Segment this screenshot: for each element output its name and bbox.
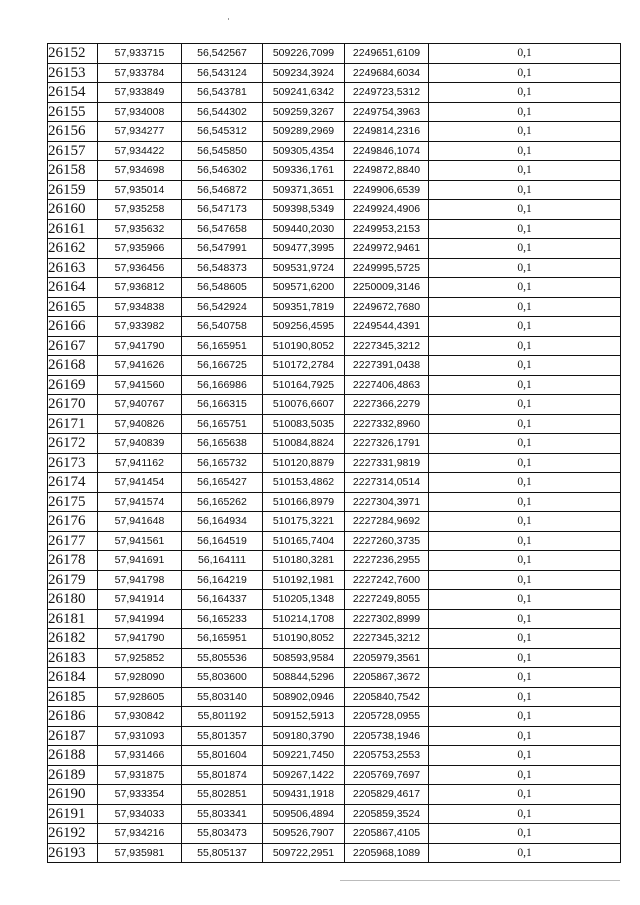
- latitude-cell: 57,935966: [98, 239, 182, 259]
- y-coordinate-cell: 2249995,5725: [345, 258, 429, 278]
- table-row: [48, 414, 621, 434]
- longitude-cell: 56,165262: [182, 492, 263, 512]
- point-number: 26153: [48, 63, 98, 83]
- y-coordinate-cell: 2249846,1074: [345, 141, 429, 161]
- x-coordinate-cell: 510190,8052: [263, 336, 345, 356]
- x-coordinate-cell: 510120,8879: [263, 453, 345, 473]
- longitude-cell: 56,165951: [182, 336, 263, 356]
- accuracy-cell: 0,1: [429, 317, 621, 337]
- y-coordinate-cell: 2205738,1946: [345, 726, 429, 746]
- x-coordinate-cell: 509431,1918: [263, 785, 345, 805]
- accuracy-cell: 0,1: [429, 609, 621, 629]
- y-coordinate-cell: 2205859,3524: [345, 804, 429, 824]
- table-row: [48, 44, 621, 64]
- latitude-cell: 57,936456: [98, 258, 182, 278]
- x-coordinate-cell: 510175,3221: [263, 512, 345, 532]
- point-number: 26159: [48, 180, 98, 200]
- point-number: 26154: [48, 83, 98, 103]
- accuracy-cell: 0,1: [429, 843, 621, 863]
- accuracy-cell: 0,1: [429, 200, 621, 220]
- latitude-cell: 57,941914: [98, 590, 182, 610]
- accuracy-cell: 0,1: [429, 219, 621, 239]
- point-number: 26172: [48, 434, 98, 454]
- point-number: 26181: [48, 609, 98, 629]
- latitude-cell: 57,931093: [98, 726, 182, 746]
- point-number: 26179: [48, 570, 98, 590]
- x-coordinate-cell: 510084,8824: [263, 434, 345, 454]
- x-coordinate-cell: 509267,1422: [263, 765, 345, 785]
- x-coordinate-cell: 509351,7819: [263, 297, 345, 317]
- table-row: [48, 63, 621, 83]
- point-number: 26178: [48, 551, 98, 571]
- y-coordinate-cell: 2227304,3971: [345, 492, 429, 512]
- x-coordinate-cell: 509722,2951: [263, 843, 345, 863]
- x-coordinate-cell: 510164,7925: [263, 375, 345, 395]
- x-coordinate-cell: 510205,1348: [263, 590, 345, 610]
- table-row: [48, 726, 621, 746]
- longitude-cell: 56,165751: [182, 414, 263, 434]
- x-coordinate-cell: 509440,2030: [263, 219, 345, 239]
- point-number: 26152: [48, 44, 98, 64]
- accuracy-cell: 0,1: [429, 395, 621, 415]
- accuracy-cell: 0,1: [429, 824, 621, 844]
- y-coordinate-cell: 2249544,4391: [345, 317, 429, 337]
- x-coordinate-cell: 509371,3651: [263, 180, 345, 200]
- x-coordinate-cell: 509526,7907: [263, 824, 345, 844]
- latitude-cell: 57,941561: [98, 531, 182, 551]
- longitude-cell: 55,805137: [182, 843, 263, 863]
- longitude-cell: 56,164219: [182, 570, 263, 590]
- y-coordinate-cell: 2205829,4617: [345, 785, 429, 805]
- y-coordinate-cell: 2249684,6034: [345, 63, 429, 83]
- y-coordinate-cell: 2205867,3672: [345, 668, 429, 688]
- table-row: [48, 356, 621, 376]
- table-row: [48, 83, 621, 103]
- accuracy-cell: 0,1: [429, 258, 621, 278]
- table-row: [48, 609, 621, 629]
- longitude-cell: 56,547658: [182, 219, 263, 239]
- accuracy-cell: 0,1: [429, 746, 621, 766]
- latitude-cell: 57,933715: [98, 44, 182, 64]
- accuracy-cell: 0,1: [429, 180, 621, 200]
- y-coordinate-cell: 2249723,5312: [345, 83, 429, 103]
- x-coordinate-cell: 509289,2969: [263, 122, 345, 142]
- point-number: 26157: [48, 141, 98, 161]
- longitude-cell: 56,547173: [182, 200, 263, 220]
- y-coordinate-cell: 2227314,0514: [345, 473, 429, 493]
- point-number: 26162: [48, 239, 98, 259]
- accuracy-cell: 0,1: [429, 83, 621, 103]
- latitude-cell: 57,931466: [98, 746, 182, 766]
- x-coordinate-cell: 509226,7099: [263, 44, 345, 64]
- longitude-cell: 56,548605: [182, 278, 263, 298]
- x-coordinate-cell: 508902,0946: [263, 687, 345, 707]
- longitude-cell: 55,801192: [182, 707, 263, 727]
- latitude-cell: 57,941691: [98, 551, 182, 571]
- table-row: [48, 785, 621, 805]
- scan-mark: [228, 18, 229, 20]
- point-number: 26191: [48, 804, 98, 824]
- accuracy-cell: 0,1: [429, 336, 621, 356]
- table-row: [48, 668, 621, 688]
- accuracy-cell: 0,1: [429, 141, 621, 161]
- table-row: [48, 258, 621, 278]
- longitude-cell: 56,165951: [182, 629, 263, 649]
- longitude-cell: 56,544302: [182, 102, 263, 122]
- y-coordinate-cell: 2205753,2553: [345, 746, 429, 766]
- latitude-cell: 57,934422: [98, 141, 182, 161]
- point-number: 26182: [48, 629, 98, 649]
- x-coordinate-cell: 509531,9724: [263, 258, 345, 278]
- y-coordinate-cell: 2227345,3212: [345, 629, 429, 649]
- latitude-cell: 57,935981: [98, 843, 182, 863]
- point-number: 26158: [48, 161, 98, 181]
- y-coordinate-cell: 2227326,1791: [345, 434, 429, 454]
- accuracy-cell: 0,1: [429, 161, 621, 181]
- latitude-cell: 57,935632: [98, 219, 182, 239]
- longitude-cell: 56,164934: [182, 512, 263, 532]
- latitude-cell: 57,934216: [98, 824, 182, 844]
- table-row: [48, 687, 621, 707]
- table-row: [48, 531, 621, 551]
- latitude-cell: 57,941994: [98, 609, 182, 629]
- longitude-cell: 56,164519: [182, 531, 263, 551]
- table-row: [48, 336, 621, 356]
- accuracy-cell: 0,1: [429, 278, 621, 298]
- table-row: [48, 590, 621, 610]
- latitude-cell: 57,941798: [98, 570, 182, 590]
- x-coordinate-cell: 509180,3790: [263, 726, 345, 746]
- longitude-cell: 56,164337: [182, 590, 263, 610]
- x-coordinate-cell: 509305,4354: [263, 141, 345, 161]
- point-number: 26192: [48, 824, 98, 844]
- longitude-cell: 56,543124: [182, 63, 263, 83]
- point-number: 26155: [48, 102, 98, 122]
- x-coordinate-cell: 509234,3924: [263, 63, 345, 83]
- table-row: [48, 473, 621, 493]
- point-number: 26166: [48, 317, 98, 337]
- point-number: 26177: [48, 531, 98, 551]
- y-coordinate-cell: 2249924,4906: [345, 200, 429, 220]
- x-coordinate-cell: 510172,2784: [263, 356, 345, 376]
- table-row: [48, 239, 621, 259]
- accuracy-cell: 0,1: [429, 785, 621, 805]
- y-coordinate-cell: 2249972,9461: [345, 239, 429, 259]
- table-row: [48, 492, 621, 512]
- x-coordinate-cell: 509221,7450: [263, 746, 345, 766]
- x-coordinate-cell: 509241,6342: [263, 83, 345, 103]
- latitude-cell: 57,934698: [98, 161, 182, 181]
- latitude-cell: 57,936812: [98, 278, 182, 298]
- longitude-cell: 56,165427: [182, 473, 263, 493]
- y-coordinate-cell: 2205979,3561: [345, 648, 429, 668]
- longitude-cell: 56,543781: [182, 83, 263, 103]
- table-row: [48, 375, 621, 395]
- table-row: [48, 512, 621, 532]
- latitude-cell: 57,933982: [98, 317, 182, 337]
- x-coordinate-cell: 510190,8052: [263, 629, 345, 649]
- latitude-cell: 57,941560: [98, 375, 182, 395]
- y-coordinate-cell: 2227236,2955: [345, 551, 429, 571]
- accuracy-cell: 0,1: [429, 297, 621, 317]
- point-number: 26187: [48, 726, 98, 746]
- point-number: 26168: [48, 356, 98, 376]
- longitude-cell: 55,803140: [182, 687, 263, 707]
- point-number: 26186: [48, 707, 98, 727]
- x-coordinate-cell: 509477,3995: [263, 239, 345, 259]
- x-coordinate-cell: 510165,7404: [263, 531, 345, 551]
- table-row: [48, 629, 621, 649]
- latitude-cell: 57,940767: [98, 395, 182, 415]
- y-coordinate-cell: 2249651,6109: [345, 44, 429, 64]
- latitude-cell: 57,933784: [98, 63, 182, 83]
- longitude-cell: 56,166725: [182, 356, 263, 376]
- table-row: [48, 824, 621, 844]
- longitude-cell: 56,164111: [182, 551, 263, 571]
- accuracy-cell: 0,1: [429, 804, 621, 824]
- longitude-cell: 56,547991: [182, 239, 263, 259]
- y-coordinate-cell: 2205867,4105: [345, 824, 429, 844]
- y-coordinate-cell: 2227302,8999: [345, 609, 429, 629]
- accuracy-cell: 0,1: [429, 492, 621, 512]
- y-coordinate-cell: 2249872,8840: [345, 161, 429, 181]
- x-coordinate-cell: 508593,9584: [263, 648, 345, 668]
- longitude-cell: 56,540758: [182, 317, 263, 337]
- x-coordinate-cell: 510192,1981: [263, 570, 345, 590]
- accuracy-cell: 0,1: [429, 44, 621, 64]
- table-row: [48, 395, 621, 415]
- accuracy-cell: 0,1: [429, 765, 621, 785]
- table-row: [48, 297, 621, 317]
- point-number: 26190: [48, 785, 98, 805]
- point-number: 26176: [48, 512, 98, 532]
- y-coordinate-cell: 2227284,9692: [345, 512, 429, 532]
- longitude-cell: 56,165732: [182, 453, 263, 473]
- y-coordinate-cell: 2205840,7542: [345, 687, 429, 707]
- latitude-cell: 57,941790: [98, 336, 182, 356]
- table-row: [48, 219, 621, 239]
- latitude-cell: 57,941162: [98, 453, 182, 473]
- x-coordinate-cell: 509256,4595: [263, 317, 345, 337]
- y-coordinate-cell: 2227332,8960: [345, 414, 429, 434]
- latitude-cell: 57,940826: [98, 414, 182, 434]
- accuracy-cell: 0,1: [429, 102, 621, 122]
- table-row: [48, 570, 621, 590]
- latitude-cell: 57,934838: [98, 297, 182, 317]
- latitude-cell: 57,931875: [98, 765, 182, 785]
- longitude-cell: 56,165638: [182, 434, 263, 454]
- point-number: 26161: [48, 219, 98, 239]
- accuracy-cell: 0,1: [429, 726, 621, 746]
- longitude-cell: 55,801357: [182, 726, 263, 746]
- accuracy-cell: 0,1: [429, 512, 621, 532]
- accuracy-cell: 0,1: [429, 473, 621, 493]
- accuracy-cell: 0,1: [429, 551, 621, 571]
- y-coordinate-cell: 2249906,6539: [345, 180, 429, 200]
- accuracy-cell: 0,1: [429, 570, 621, 590]
- latitude-cell: 57,941648: [98, 512, 182, 532]
- accuracy-cell: 0,1: [429, 629, 621, 649]
- accuracy-cell: 0,1: [429, 707, 621, 727]
- accuracy-cell: 0,1: [429, 63, 621, 83]
- longitude-cell: 56,546872: [182, 180, 263, 200]
- accuracy-cell: 0,1: [429, 356, 621, 376]
- point-number: 26184: [48, 668, 98, 688]
- table-body: [48, 44, 621, 863]
- latitude-cell: 57,928090: [98, 668, 182, 688]
- latitude-cell: 57,935014: [98, 180, 182, 200]
- point-number: 26173: [48, 453, 98, 473]
- y-coordinate-cell: 2205769,7697: [345, 765, 429, 785]
- x-coordinate-cell: 509152,5913: [263, 707, 345, 727]
- latitude-cell: 57,941454: [98, 473, 182, 493]
- table-row: [48, 551, 621, 571]
- longitude-cell: 56,546302: [182, 161, 263, 181]
- x-coordinate-cell: 509336,1761: [263, 161, 345, 181]
- point-number: 26167: [48, 336, 98, 356]
- table-row: [48, 648, 621, 668]
- longitude-cell: 55,805536: [182, 648, 263, 668]
- accuracy-cell: 0,1: [429, 668, 621, 688]
- table-row: [48, 804, 621, 824]
- longitude-cell: 56,548373: [182, 258, 263, 278]
- y-coordinate-cell: 2227345,3212: [345, 336, 429, 356]
- x-coordinate-cell: 509506,4894: [263, 804, 345, 824]
- accuracy-cell: 0,1: [429, 531, 621, 551]
- longitude-cell: 56,545850: [182, 141, 263, 161]
- x-coordinate-cell: 510076,6607: [263, 395, 345, 415]
- latitude-cell: 57,933849: [98, 83, 182, 103]
- point-number: 26174: [48, 473, 98, 493]
- table-row: [48, 317, 621, 337]
- point-number: 26183: [48, 648, 98, 668]
- longitude-cell: 55,803600: [182, 668, 263, 688]
- longitude-cell: 56,165233: [182, 609, 263, 629]
- longitude-cell: 55,802851: [182, 785, 263, 805]
- latitude-cell: 57,935258: [98, 200, 182, 220]
- point-number: 26180: [48, 590, 98, 610]
- x-coordinate-cell: 510083,5035: [263, 414, 345, 434]
- x-coordinate-cell: 509259,3267: [263, 102, 345, 122]
- y-coordinate-cell: 2227260,3735: [345, 531, 429, 551]
- table-row: [48, 453, 621, 473]
- point-number: 26189: [48, 765, 98, 785]
- point-number: 26193: [48, 843, 98, 863]
- latitude-cell: 57,933354: [98, 785, 182, 805]
- y-coordinate-cell: 2227242,7600: [345, 570, 429, 590]
- point-number: 26175: [48, 492, 98, 512]
- accuracy-cell: 0,1: [429, 375, 621, 395]
- point-number: 26170: [48, 395, 98, 415]
- coordinates-table: [47, 43, 621, 863]
- table-row: [48, 122, 621, 142]
- latitude-cell: 57,941574: [98, 492, 182, 512]
- y-coordinate-cell: 2249953,2153: [345, 219, 429, 239]
- table-row: [48, 746, 621, 766]
- y-coordinate-cell: 2227366,2279: [345, 395, 429, 415]
- table-row: [48, 180, 621, 200]
- longitude-cell: 56,542924: [182, 297, 263, 317]
- y-coordinate-cell: 2205968,1089: [345, 843, 429, 863]
- table-row: [48, 200, 621, 220]
- point-number: 26169: [48, 375, 98, 395]
- longitude-cell: 56,545312: [182, 122, 263, 142]
- accuracy-cell: 0,1: [429, 687, 621, 707]
- longitude-cell: 56,166986: [182, 375, 263, 395]
- x-coordinate-cell: 508844,5296: [263, 668, 345, 688]
- page-bottom-rule: [340, 880, 620, 881]
- latitude-cell: 57,928605: [98, 687, 182, 707]
- table-row: [48, 141, 621, 161]
- latitude-cell: 57,940839: [98, 434, 182, 454]
- accuracy-cell: 0,1: [429, 414, 621, 434]
- y-coordinate-cell: 2250009,3146: [345, 278, 429, 298]
- point-number: 26163: [48, 258, 98, 278]
- x-coordinate-cell: 510153,4862: [263, 473, 345, 493]
- latitude-cell: 57,930842: [98, 707, 182, 727]
- accuracy-cell: 0,1: [429, 122, 621, 142]
- y-coordinate-cell: 2249672,7680: [345, 297, 429, 317]
- table-row: [48, 161, 621, 181]
- table-row: [48, 765, 621, 785]
- y-coordinate-cell: 2227331,9819: [345, 453, 429, 473]
- accuracy-cell: 0,1: [429, 590, 621, 610]
- point-number: 26156: [48, 122, 98, 142]
- accuracy-cell: 0,1: [429, 239, 621, 259]
- longitude-cell: 56,166315: [182, 395, 263, 415]
- table-row: [48, 102, 621, 122]
- longitude-cell: 55,803473: [182, 824, 263, 844]
- y-coordinate-cell: 2227249,8055: [345, 590, 429, 610]
- point-number: 26160: [48, 200, 98, 220]
- accuracy-cell: 0,1: [429, 453, 621, 473]
- longitude-cell: 56,542567: [182, 44, 263, 64]
- latitude-cell: 57,934008: [98, 102, 182, 122]
- x-coordinate-cell: 510180,3281: [263, 551, 345, 571]
- point-number: 26171: [48, 414, 98, 434]
- y-coordinate-cell: 2227391,0438: [345, 356, 429, 376]
- latitude-cell: 57,941790: [98, 629, 182, 649]
- y-coordinate-cell: 2205728,0955: [345, 707, 429, 727]
- longitude-cell: 55,801604: [182, 746, 263, 766]
- table-row: [48, 843, 621, 863]
- table-row: [48, 707, 621, 727]
- table-row: [48, 434, 621, 454]
- x-coordinate-cell: 510214,1708: [263, 609, 345, 629]
- longitude-cell: 55,803341: [182, 804, 263, 824]
- accuracy-cell: 0,1: [429, 648, 621, 668]
- latitude-cell: 57,934277: [98, 122, 182, 142]
- latitude-cell: 57,925852: [98, 648, 182, 668]
- x-coordinate-cell: 509571,6200: [263, 278, 345, 298]
- latitude-cell: 57,941626: [98, 356, 182, 376]
- point-number: 26185: [48, 687, 98, 707]
- x-coordinate-cell: 509398,5349: [263, 200, 345, 220]
- table-row: [48, 278, 621, 298]
- point-number: 26164: [48, 278, 98, 298]
- y-coordinate-cell: 2249754,3963: [345, 102, 429, 122]
- point-number: 26165: [48, 297, 98, 317]
- longitude-cell: 55,801874: [182, 765, 263, 785]
- x-coordinate-cell: 510166,8979: [263, 492, 345, 512]
- latitude-cell: 57,934033: [98, 804, 182, 824]
- y-coordinate-cell: 2227406,4863: [345, 375, 429, 395]
- point-number: 26188: [48, 746, 98, 766]
- accuracy-cell: 0,1: [429, 434, 621, 454]
- y-coordinate-cell: 2249814,2316: [345, 122, 429, 142]
